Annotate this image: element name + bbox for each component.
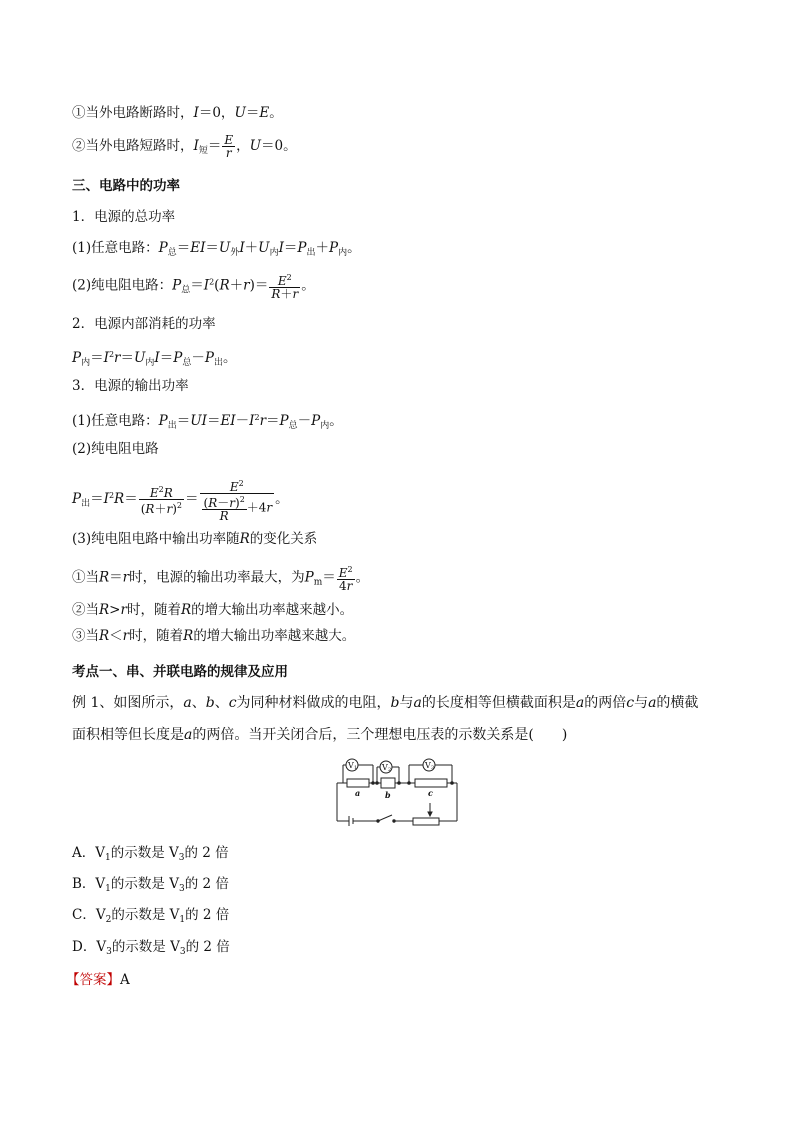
subscript: 1	[105, 884, 111, 894]
subscript: 短	[198, 146, 208, 156]
v1-label: V	[348, 761, 354, 770]
option-b[interactable]	[72, 875, 229, 898]
text: ＝	[207, 138, 222, 154]
option-a[interactable]	[72, 844, 229, 867]
total-power-pure-resistance: (2)纯电阻电路：$P_总=I^2(R+r)=$ $\frac{E^2}{R+r}$ 。	[72, 273, 315, 301]
fraction	[222, 134, 235, 159]
text: 。	[269, 105, 283, 121]
short-circuit-line	[72, 134, 297, 160]
label-b: b	[385, 790, 391, 800]
internal-power-formula: $P_内=I^2r=U_内I=P_总-P_出$。	[72, 350, 237, 368]
subscript: 1	[105, 853, 111, 863]
text: ②当	[72, 602, 99, 618]
text: 面积相等但长度是	[72, 727, 184, 743]
question-line-2: 面积相等但长度是a的两倍。当开关闭合后，三个理想电压表的示数关系是( )	[72, 727, 568, 743]
subscript: 1	[179, 915, 186, 925]
subscript: 3	[178, 884, 185, 894]
text: 的长度相等但横截面积是	[421, 695, 576, 711]
denominator: r	[225, 146, 232, 160]
label-c: c	[428, 788, 433, 798]
text: 的 2 倍	[185, 939, 230, 955]
numerator: E	[224, 133, 234, 147]
fraction-nested: $E^2$ $\frac{(R-r)^2}{R}$ ＋4r	[200, 478, 275, 522]
text: C．V	[72, 907, 106, 923]
question-line-1: 例 1、如图所示，a、b、c为同种材料做成的电阻，b与a的长度相等但横截面积是a的两倍c与a的横截	[72, 695, 699, 711]
text: 的示数是 V	[110, 876, 179, 892]
junction-dot	[376, 782, 379, 785]
fraction: $\frac{E^2R}{(R+r)^2}$	[140, 485, 182, 516]
text: 时，随着	[126, 602, 181, 618]
output-power-formula: $P_出=I^2R=$ $\frac{E^2R}{(R+r)^2}$ ＝ $E^2$ $\frac{(R-r)^2}{R}$ ＋4r 。	[72, 478, 289, 523]
text: (1)任意电路：	[72, 413, 159, 429]
text: 的增大输出功率越来越大。	[193, 628, 356, 644]
text: 的示数是 V	[110, 845, 179, 861]
slider-arrow	[428, 812, 432, 816]
resistor-c	[415, 779, 447, 787]
switch-arm	[378, 815, 392, 821]
answer-line	[66, 971, 130, 989]
option-d[interactable]	[72, 938, 230, 961]
text: ＝	[245, 105, 260, 121]
text: ①当	[72, 569, 99, 586]
max-power-line: ①当R＝r时，电源的输出功率最大，为$P_m=$ $\frac{E^2}{4r}$ 。	[72, 565, 370, 593]
v2-label: V	[382, 763, 388, 772]
text: 的两倍	[584, 695, 627, 711]
option-c[interactable]	[72, 906, 229, 929]
answer-value: A	[120, 972, 130, 988]
output-power-any-circuit: (1)任意电路：$P_出=UI=EI-I^2r=P_总-P_内$。	[72, 413, 343, 431]
text: D．V	[72, 939, 107, 955]
subheading-total-power: 1．电源的总功率	[72, 209, 176, 225]
text: ③当	[72, 628, 99, 644]
text: (2)纯电阻电路：	[72, 277, 173, 294]
text: U	[234, 105, 246, 121]
text: 的两倍。当开关闭合后，三个理想电压表的示数关系是( )	[192, 727, 568, 743]
text: ，	[236, 138, 250, 154]
text: U	[249, 138, 262, 154]
text: 的 2 倍	[184, 876, 229, 892]
text: A．V	[72, 845, 105, 861]
text: 的横截	[656, 695, 699, 711]
junction-dot	[408, 782, 411, 785]
text: 例 1、如图所示，	[72, 695, 184, 711]
v2-sub: 2	[388, 767, 392, 773]
text: ＝0，	[198, 105, 235, 121]
subscript: 3	[179, 947, 186, 957]
subscript: 2	[105, 915, 112, 925]
rheostat	[413, 818, 439, 825]
text: R	[239, 531, 250, 547]
subscript: 3	[106, 947, 112, 957]
text: 的增大输出功率越来越小。	[191, 602, 354, 618]
resistor-a	[347, 779, 369, 787]
v3-sub: 3	[431, 765, 435, 771]
v3-label: V	[425, 761, 431, 770]
text: (1)任意电路：	[72, 240, 159, 256]
circuit-diagram	[335, 757, 461, 829]
text: ①当外电路断路时，	[72, 105, 194, 121]
text: 与	[399, 695, 414, 711]
text: 时，电源的输出功率最大，为	[129, 569, 305, 586]
answer-label: 【答案】	[66, 972, 120, 988]
text: 与	[634, 695, 649, 711]
text: ②当外电路短路时，	[72, 138, 194, 154]
v1-sub: 1	[354, 765, 358, 771]
text: (3)纯电阻电路中输出功率随	[72, 531, 240, 547]
resistor-b	[381, 778, 395, 788]
topic-heading: 考点一、串、并联电路的规律及应用	[72, 664, 288, 680]
r-greater-line: ②当R>r时，随着R的增大输出功率越来越小。	[72, 602, 354, 618]
section-heading-power: 三、电路中的功率	[72, 178, 180, 194]
text: 的 2 倍	[185, 907, 230, 923]
subheading-output-power: 3．电源的输出功率	[72, 378, 189, 394]
text: 为同种材料做成的电阻，	[236, 695, 391, 711]
junction-dot	[451, 782, 454, 785]
text: 的变化关系	[249, 531, 318, 547]
label-a: a	[355, 788, 361, 798]
text: 的示数是 V	[111, 939, 180, 955]
fraction: $\frac{E^2}{R+r}$	[271, 273, 299, 301]
total-power-any-circuit: (1)任意电路：$P_总=EI=U_外I+U_内I=P_出+P_内$。	[72, 240, 361, 258]
formula: P	[158, 240, 168, 256]
text: I	[193, 138, 199, 154]
text: 的 2 倍	[184, 845, 229, 861]
junction-dot	[398, 782, 401, 785]
text: I	[193, 105, 199, 121]
subscript: 3	[178, 853, 185, 863]
relation-heading	[72, 530, 317, 548]
open-circuit-line	[72, 104, 283, 122]
text: B．V	[72, 876, 106, 892]
junction-dot	[372, 782, 375, 785]
r-less-line: ③当R＜r时，随着R的增大输出功率越来越大。	[72, 628, 356, 644]
fraction: $\frac{E^2}{4r}$	[338, 565, 353, 593]
subheading-internal-power: 2．电源内部消耗的功率	[72, 316, 216, 332]
text: 的示数是 V	[111, 907, 180, 923]
text: ＝0。	[261, 138, 297, 154]
text: 时，随着	[129, 628, 184, 644]
text: E	[259, 105, 270, 121]
pure-resistance-label: (2)纯电阻电路	[72, 441, 159, 457]
